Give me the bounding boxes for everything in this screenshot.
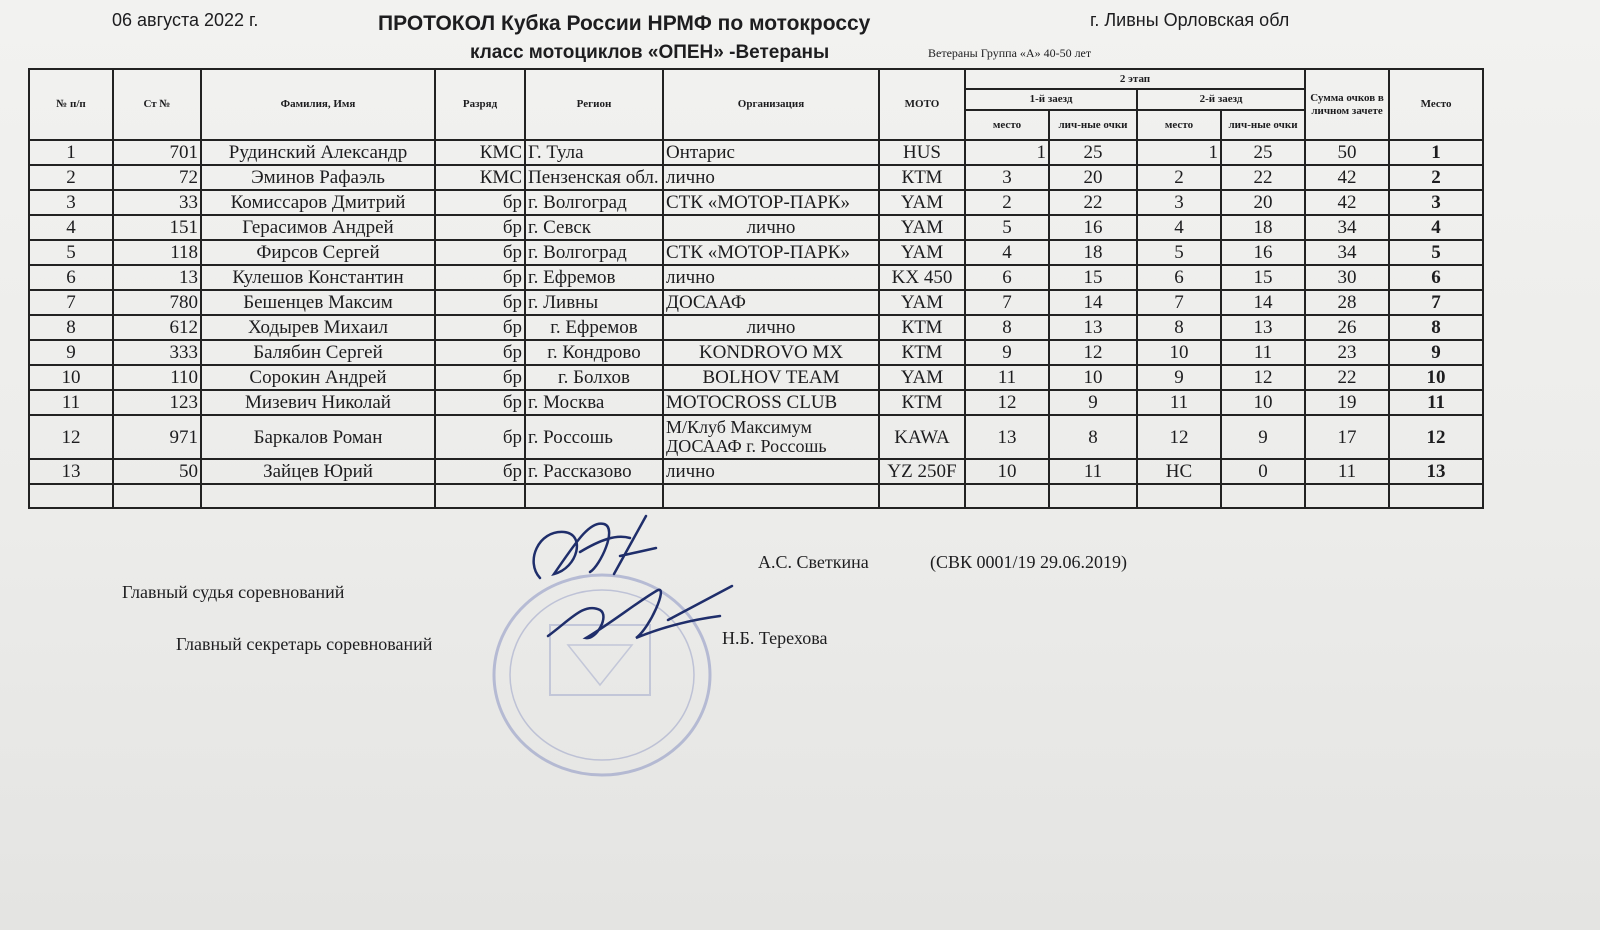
cell-num: 11 — [29, 390, 113, 415]
cell-num: 10 — [29, 365, 113, 390]
table-row — [29, 165, 1483, 190]
cell-organization: лично — [663, 459, 879, 484]
table-row — [29, 390, 1483, 415]
cell-points-2: 20 — [1221, 190, 1305, 215]
cell-place-1: 8 — [965, 315, 1049, 340]
table-row — [29, 459, 1483, 484]
cell-sum: 19 — [1305, 390, 1389, 415]
cell-region: Пензенская обл. — [525, 165, 663, 190]
cell-start-number: 151 — [113, 215, 201, 240]
judge-name: А.С. Светкина — [758, 552, 869, 572]
cell-rank: бр — [435, 290, 525, 315]
cell-points-1: 12 — [1049, 340, 1137, 365]
cell-points-1: 25 — [1049, 140, 1137, 165]
cell-final-place: 7 — [1389, 290, 1483, 315]
cell-organization: М/Клуб Максимум ДОСААФ г. Россошь — [663, 415, 879, 459]
empty-cell — [1049, 484, 1137, 508]
cell-moto: КТМ — [879, 165, 965, 190]
cell-region: г. Рассказово — [525, 459, 663, 484]
cell-num: 5 — [29, 240, 113, 265]
cell-sum: 11 — [1305, 459, 1389, 484]
cell-moto: YAM — [879, 190, 965, 215]
cell-start-number: 110 — [113, 365, 201, 390]
cell-region: г. Ливны — [525, 290, 663, 315]
cell-organization: лично — [663, 265, 879, 290]
cell-start-number: 123 — [113, 390, 201, 415]
secretary-title: Главный секретарь соревнований — [176, 634, 433, 654]
cell-points-1: 8 — [1049, 415, 1137, 459]
cell-place-1: 1 — [965, 140, 1049, 165]
cell-points-2: 25 — [1221, 140, 1305, 165]
cell-final-place: 9 — [1389, 340, 1483, 365]
header-num: № п/п — [29, 69, 113, 140]
table-row — [29, 140, 1483, 165]
header-final-place: Место — [1389, 69, 1483, 140]
cell-place-1: 7 — [965, 290, 1049, 315]
cell-start-number: 72 — [113, 165, 201, 190]
table-row — [29, 290, 1483, 315]
cell-rank: бр — [435, 340, 525, 365]
cell-name: Рудинский Александр — [201, 140, 435, 165]
table-row — [29, 315, 1483, 340]
cell-start-number: 701 — [113, 140, 201, 165]
results-table — [28, 68, 1484, 509]
cell-place-2: 1 — [1137, 140, 1221, 165]
cell-region: г. Россошь — [525, 415, 663, 459]
empty-cell — [29, 484, 113, 508]
table-row — [29, 265, 1483, 290]
cell-region: г. Кондрово — [525, 340, 663, 365]
cell-place-2: 10 — [1137, 340, 1221, 365]
cell-points-2: 10 — [1221, 390, 1305, 415]
empty-cell — [965, 484, 1049, 508]
protocol-class: класс мотоциклов «ОПЕН» -Ветераны — [470, 42, 830, 63]
cell-num: 12 — [29, 415, 113, 459]
cell-place-2: 11 — [1137, 390, 1221, 415]
cell-num: 8 — [29, 315, 113, 340]
empty-cell — [113, 484, 201, 508]
cell-name: Герасимов Андрей — [201, 215, 435, 240]
cell-num: 2 — [29, 165, 113, 190]
cell-region: г. Волгоград — [525, 190, 663, 215]
cell-place-2: 3 — [1137, 190, 1221, 215]
empty-cell — [1389, 484, 1483, 508]
cell-rank: КМС — [435, 165, 525, 190]
cell-organization: лично — [663, 315, 879, 340]
header-region: Регион — [525, 69, 663, 140]
cell-moto: YAM — [879, 240, 965, 265]
cell-num: 9 — [29, 340, 113, 365]
cell-moto: HUS — [879, 140, 965, 165]
cell-region: г. Ефремов — [525, 265, 663, 290]
cell-num: 7 — [29, 290, 113, 315]
protocol-title: ПРОТОКОЛ Кубка России НРМФ по мотокроссу — [378, 12, 871, 35]
cell-moto: YAM — [879, 365, 965, 390]
header-race-1: 1-й заезд — [965, 89, 1137, 110]
cell-sum: 42 — [1305, 190, 1389, 215]
table-row — [29, 340, 1483, 365]
cell-name: Балябин Сергей — [201, 340, 435, 365]
cell-moto: КТМ — [879, 390, 965, 415]
empty-cell — [1137, 484, 1221, 508]
protocol-date: 06 августа 2022 г. — [112, 10, 259, 30]
cell-name: Баркалов Роман — [201, 415, 435, 459]
empty-cell — [435, 484, 525, 508]
cell-sum: 50 — [1305, 140, 1389, 165]
cell-moto: КТМ — [879, 315, 965, 340]
header-moto: МОТО — [879, 69, 965, 140]
cell-points-2: 14 — [1221, 290, 1305, 315]
cell-final-place: 5 — [1389, 240, 1483, 265]
cell-sum: 30 — [1305, 265, 1389, 290]
cell-points-1: 15 — [1049, 265, 1137, 290]
cell-name: Эминов Рафаэль — [201, 165, 435, 190]
cell-place-1: 6 — [965, 265, 1049, 290]
cell-rank: бр — [435, 265, 525, 290]
cell-final-place: 2 — [1389, 165, 1483, 190]
cell-points-1: 9 — [1049, 390, 1137, 415]
cell-final-place: 3 — [1389, 190, 1483, 215]
cell-organization: KONDROVO MX — [663, 340, 879, 365]
cell-points-1: 18 — [1049, 240, 1137, 265]
cell-sum: 26 — [1305, 315, 1389, 340]
header-points-2: лич-ные очки — [1221, 110, 1305, 140]
cell-final-place: 13 — [1389, 459, 1483, 484]
cell-organization: ДОСААФ — [663, 290, 879, 315]
table-row — [29, 240, 1483, 265]
cell-final-place: 1 — [1389, 140, 1483, 165]
empty-cell — [663, 484, 879, 508]
cell-moto: YAM — [879, 290, 965, 315]
cell-moto: YAM — [879, 215, 965, 240]
cell-sum: 34 — [1305, 215, 1389, 240]
cell-num: 6 — [29, 265, 113, 290]
cell-moto: YZ 250F — [879, 459, 965, 484]
cell-place-2: 7 — [1137, 290, 1221, 315]
cell-start-number: 118 — [113, 240, 201, 265]
judge-title: Главный судья соревнований — [122, 582, 345, 602]
cell-name: Кулешов Константин — [201, 265, 435, 290]
cell-rank: бр — [435, 390, 525, 415]
header-race-2: 2-й заезд — [1137, 89, 1305, 110]
header-sum: Сумма очков в личном зачете — [1305, 69, 1389, 140]
cell-points-1: 10 — [1049, 365, 1137, 390]
cell-final-place: 4 — [1389, 215, 1483, 240]
cell-region: г. Болхов — [525, 365, 663, 390]
header-stage: 2 этап — [965, 69, 1305, 89]
cell-moto: KX 450 — [879, 265, 965, 290]
cell-name: Зайцев Юрий — [201, 459, 435, 484]
header-name: Фамилия, Имя — [201, 69, 435, 140]
header-start-number: Ст № — [113, 69, 201, 140]
cell-place-2: НС — [1137, 459, 1221, 484]
table-row — [29, 215, 1483, 240]
cell-place-1: 12 — [965, 390, 1049, 415]
cell-points-2: 22 — [1221, 165, 1305, 190]
cell-region: г. Волгоград — [525, 240, 663, 265]
cell-region: г. Москва — [525, 390, 663, 415]
cell-num: 1 — [29, 140, 113, 165]
cell-start-number: 780 — [113, 290, 201, 315]
header-place-2: место — [1137, 110, 1221, 140]
cell-organization: Онтарис — [663, 140, 879, 165]
header-rank: Разряд — [435, 69, 525, 140]
cell-start-number: 971 — [113, 415, 201, 459]
cell-points-2: 9 — [1221, 415, 1305, 459]
judge-certificate: (СВК 0001/19 29.06.2019) — [930, 552, 1128, 572]
cell-place-2: 5 — [1137, 240, 1221, 265]
cell-points-2: 11 — [1221, 340, 1305, 365]
cell-organization: СТК «МОТОР-ПАРК» — [663, 190, 879, 215]
cell-sum: 28 — [1305, 290, 1389, 315]
cell-sum: 34 — [1305, 240, 1389, 265]
cell-rank: бр — [435, 365, 525, 390]
cell-final-place: 6 — [1389, 265, 1483, 290]
cell-rank: бр — [435, 240, 525, 265]
cell-name: Мизевич Николай — [201, 390, 435, 415]
cell-points-2: 13 — [1221, 315, 1305, 340]
cell-sum: 22 — [1305, 365, 1389, 390]
cell-place-2: 6 — [1137, 265, 1221, 290]
cell-rank: бр — [435, 215, 525, 240]
cell-rank: бр — [435, 415, 525, 459]
cell-place-1: 5 — [965, 215, 1049, 240]
cell-points-2: 12 — [1221, 365, 1305, 390]
cell-place-2: 4 — [1137, 215, 1221, 240]
table-row — [29, 415, 1483, 459]
cell-sum: 17 — [1305, 415, 1389, 459]
cell-num: 3 — [29, 190, 113, 215]
cell-organization: лично — [663, 215, 879, 240]
cell-place-1: 9 — [965, 340, 1049, 365]
cell-region: г. Севск — [525, 215, 663, 240]
cell-start-number: 50 — [113, 459, 201, 484]
secretary-name: Н.Б. Терехова — [722, 628, 828, 648]
cell-organization: BOLHOV TEAM — [663, 365, 879, 390]
empty-cell — [1221, 484, 1305, 508]
cell-name: Бешенцев Максим — [201, 290, 435, 315]
cell-final-place: 10 — [1389, 365, 1483, 390]
cell-start-number: 333 — [113, 340, 201, 365]
header-points-1: лич-ные очки — [1049, 110, 1137, 140]
cell-rank: КМС — [435, 140, 525, 165]
cell-place-1: 13 — [965, 415, 1049, 459]
empty-cell — [879, 484, 965, 508]
cell-place-1: 2 — [965, 190, 1049, 215]
cell-points-1: 11 — [1049, 459, 1137, 484]
cell-rank: бр — [435, 459, 525, 484]
cell-final-place: 8 — [1389, 315, 1483, 340]
cell-points-1: 16 — [1049, 215, 1137, 240]
cell-name: Ходырев Михаил — [201, 315, 435, 340]
cell-points-2: 0 — [1221, 459, 1305, 484]
protocol-group: Ветераны Группа «А» 40-50 лет — [928, 46, 1092, 60]
empty-cell — [1305, 484, 1389, 508]
cell-name: Комиссаров Дмитрий — [201, 190, 435, 215]
cell-name: Фирсов Сергей — [201, 240, 435, 265]
cell-num: 13 — [29, 459, 113, 484]
cell-start-number: 13 — [113, 265, 201, 290]
cell-final-place: 12 — [1389, 415, 1483, 459]
cell-place-1: 4 — [965, 240, 1049, 265]
cell-name: Сорокин Андрей — [201, 365, 435, 390]
cell-sum: 23 — [1305, 340, 1389, 365]
cell-rank: бр — [435, 190, 525, 215]
cell-place-2: 8 — [1137, 315, 1221, 340]
cell-start-number: 33 — [113, 190, 201, 215]
cell-place-2: 9 — [1137, 365, 1221, 390]
cell-points-2: 18 — [1221, 215, 1305, 240]
empty-cell — [201, 484, 435, 508]
table-row — [29, 190, 1483, 215]
cell-place-1: 11 — [965, 365, 1049, 390]
cell-region: г. Ефремов — [525, 315, 663, 340]
cell-moto: КТМ — [879, 340, 965, 365]
empty-cell — [525, 484, 663, 508]
cell-place-1: 3 — [965, 165, 1049, 190]
cell-points-1: 13 — [1049, 315, 1137, 340]
cell-start-number: 612 — [113, 315, 201, 340]
protocol-city: г. Ливны Орловская обл — [1090, 10, 1290, 30]
cell-sum: 42 — [1305, 165, 1389, 190]
secretary-signature — [540, 580, 740, 650]
cell-points-1: 22 — [1049, 190, 1137, 215]
cell-points-1: 20 — [1049, 165, 1137, 190]
cell-organization: лично — [663, 165, 879, 190]
cell-place-2: 2 — [1137, 165, 1221, 190]
table-row — [29, 365, 1483, 390]
cell-region: Г. Тула — [525, 140, 663, 165]
cell-num: 4 — [29, 215, 113, 240]
cell-place-1: 10 — [965, 459, 1049, 484]
cell-points-2: 16 — [1221, 240, 1305, 265]
cell-rank: бр — [435, 315, 525, 340]
header-place-1: место — [965, 110, 1049, 140]
header-organization: Организация — [663, 69, 879, 140]
cell-points-1: 14 — [1049, 290, 1137, 315]
table-row-empty — [29, 484, 1483, 508]
cell-organization: СТК «МОТОР-ПАРК» — [663, 240, 879, 265]
cell-points-2: 15 — [1221, 265, 1305, 290]
cell-place-2: 12 — [1137, 415, 1221, 459]
cell-organization: MOTOCROSS CLUB — [663, 390, 879, 415]
cell-moto: KAWA — [879, 415, 965, 459]
cell-final-place: 11 — [1389, 390, 1483, 415]
